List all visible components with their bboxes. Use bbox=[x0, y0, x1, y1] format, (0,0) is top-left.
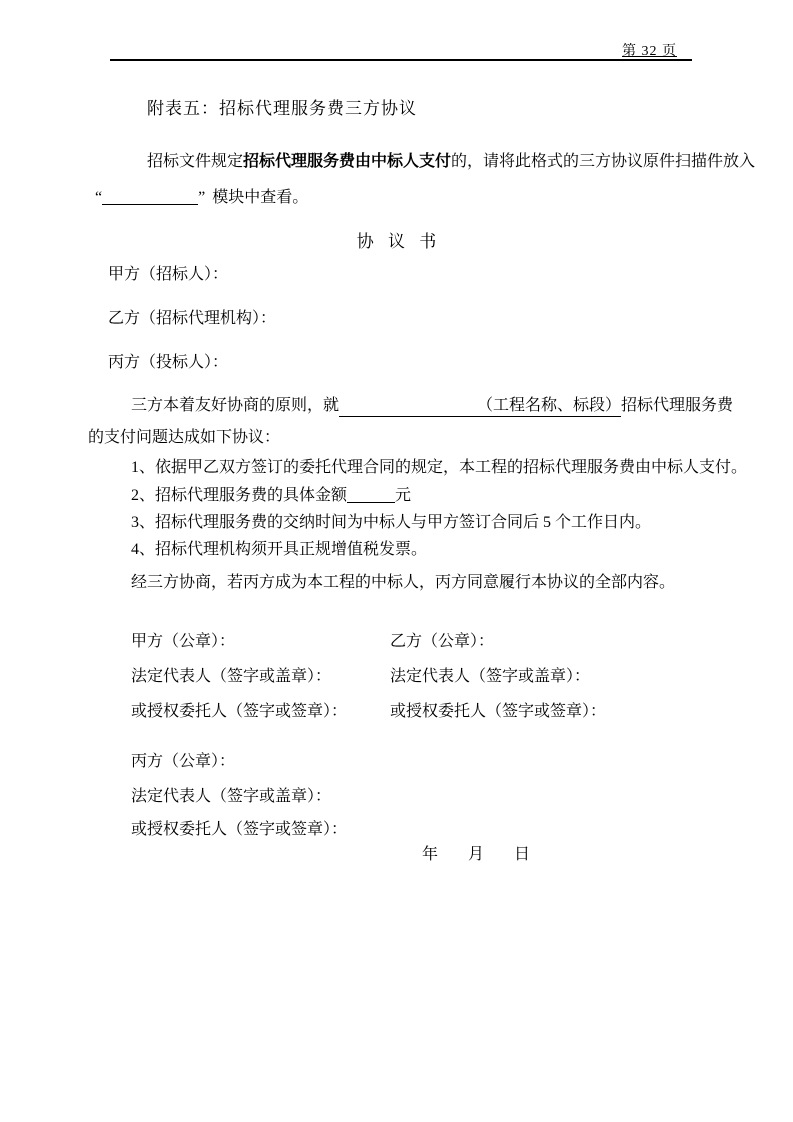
open-quote: “ bbox=[95, 189, 103, 206]
intro-paragraph-line2 bbox=[95, 187, 308, 209]
preamble-line2: 的支付问题达成如下协议： bbox=[88, 429, 281, 446]
preamble-line1 bbox=[131, 395, 733, 417]
clause-2 bbox=[131, 485, 411, 507]
intro-bold-segment: 招标代理服务费由中标人支付 bbox=[243, 153, 452, 170]
party-c-seal-line: 丙方（公章）： bbox=[131, 753, 236, 770]
party-c-legal-rep-line: 法定代表人（签字或盖章）： bbox=[131, 788, 332, 805]
party-a-legal-rep-line: 法定代表人（签字或盖章）： bbox=[131, 668, 332, 685]
date-year-label: 年 bbox=[422, 846, 439, 863]
preamble-lead: 三方本着友好协商的原则，就 bbox=[131, 397, 340, 414]
project-name-blank-group bbox=[339, 396, 621, 417]
date-line bbox=[422, 844, 530, 866]
intro-tail: 的，请将此格式的三方协议原件扫描件放入 bbox=[451, 153, 756, 170]
agreement-title: 协 议 书 bbox=[356, 232, 437, 251]
page-number: 第 32 页 bbox=[622, 44, 677, 59]
party-a-agent-line: 或授权委托人（签字或签章）： bbox=[131, 703, 348, 720]
intro-lead: 招标文件规定 bbox=[147, 153, 244, 170]
amount-blank bbox=[347, 489, 395, 503]
date-month-label: 月 bbox=[468, 846, 485, 863]
close-quote: ” bbox=[198, 189, 206, 206]
party-a-seal-line: 甲方（公章）： bbox=[131, 633, 236, 650]
date-day-label: 日 bbox=[514, 846, 531, 863]
header-rule bbox=[110, 59, 692, 61]
party-b-line: 乙方（招标代理机构）： bbox=[108, 310, 277, 327]
clause-2-lead: 2、招标代理服务费的具体金额 bbox=[131, 487, 348, 504]
preamble-tail: 招标代理服务费 bbox=[621, 397, 734, 414]
project-name-paren-label: （工程名称、标段） bbox=[477, 397, 622, 414]
clause-2-unit: 元 bbox=[395, 487, 412, 504]
clause-3: 3、招标代理服务费的交纳时间为中标人与甲方签订合同后 5 个工作日内。 bbox=[131, 514, 652, 531]
party-b-agent-line: 或授权委托人（签字或签章）： bbox=[390, 703, 607, 720]
module-name-blank bbox=[102, 191, 198, 205]
party-c-agent-line: 或授权委托人（签字或签章）： bbox=[131, 821, 348, 838]
clause-1: 1、依据甲乙双方签订的委托代理合同的规定，本工程的招标代理服务费由中标人支付。 bbox=[131, 459, 748, 476]
intro-paragraph-line1 bbox=[147, 151, 755, 173]
party-a-line: 甲方（招标人）： bbox=[108, 266, 229, 283]
party-b-seal-line: 乙方（公章）： bbox=[390, 633, 495, 650]
clause-4: 4、招标代理机构须开具正规增值税发票。 bbox=[131, 541, 428, 558]
party-b-legal-rep-line: 法定代表人（签字或盖章）： bbox=[390, 668, 591, 685]
party-c-line: 丙方（投标人）： bbox=[108, 354, 229, 371]
document-title: 附表五：招标代理服务费三方协议 bbox=[147, 99, 417, 118]
closing-statement: 经三方协商，若丙方成为本工程的中标人，丙方同意履行本协议的全部内容。 bbox=[131, 574, 676, 591]
project-name-blank bbox=[339, 409, 477, 410]
intro-after-blank: 模块中查看。 bbox=[212, 189, 309, 206]
